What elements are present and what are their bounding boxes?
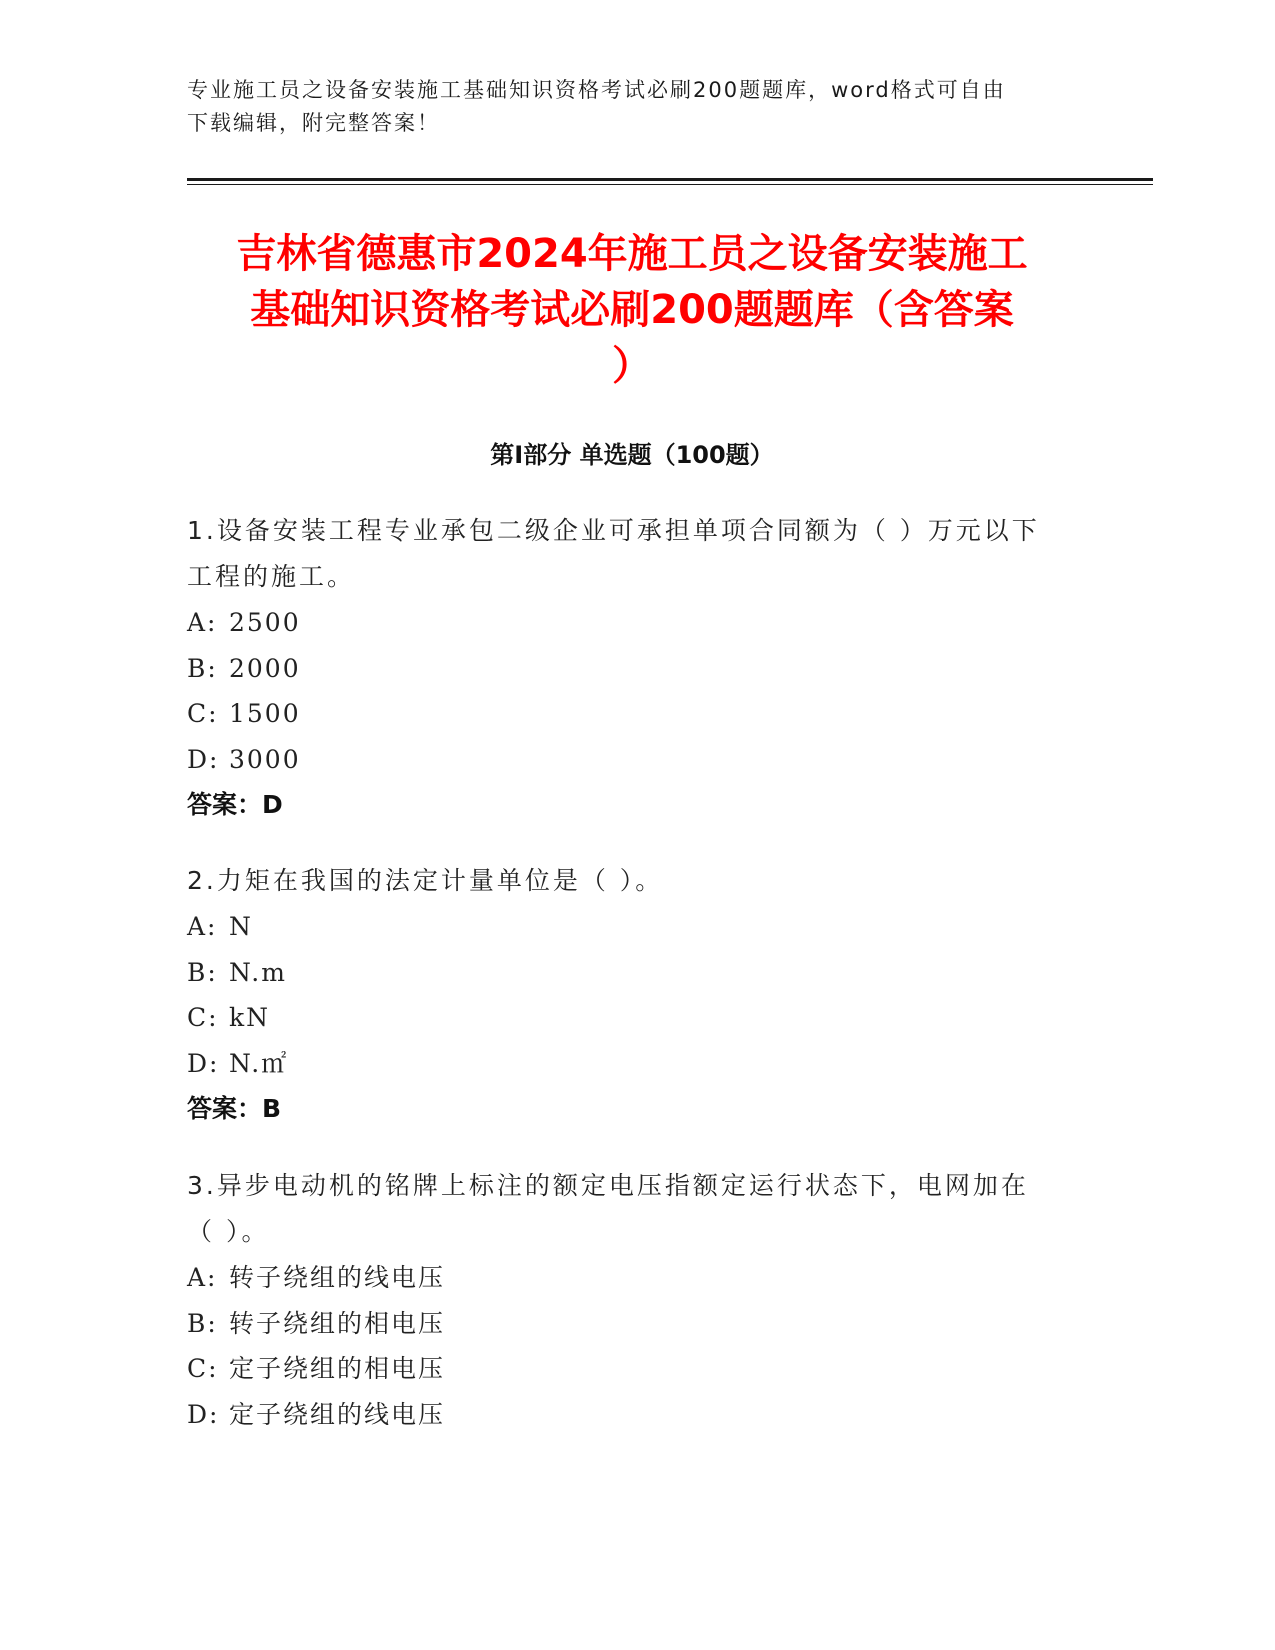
option-c [187,1346,1077,1392]
question-stem-continued: （ ）。 [187,1217,270,1246]
option-letter: C: [187,699,219,728]
question-stem: 1.设备安装工程专业承包二级企业可承担单项合同额为（ ）万元以下 [187,516,1040,545]
option-letter: B: [187,957,218,987]
header-divider-thick [187,178,1153,181]
option-c [187,691,1077,737]
answer-text: 答案：B [187,1094,282,1123]
option-letter: C: [187,1354,219,1383]
option-b [187,950,1077,996]
header-divider-thin [187,184,1153,185]
question-stem: 3.异步电动机的铭牌上标注的额定电压指额定运行状态下，电网加在 [187,1171,1029,1200]
option-text: 2000 [229,653,301,683]
question-1 [187,508,1077,828]
option-c [187,995,1077,1041]
option-letter: B: [187,653,218,683]
option-text: kN [229,1003,271,1032]
answer-text: 答案：D [187,790,283,819]
option-text: N [229,912,253,941]
option-text: 2500 [229,608,301,637]
option-text: N.m [229,957,287,987]
question-stem-continued: 工程的施工。 [187,562,356,591]
option-letter: A: [187,912,218,941]
option-text: 1500 [229,699,301,728]
option-text: 转子绕组的相电压 [229,1308,446,1338]
option-d [187,1392,1077,1438]
option-letter: D: [187,1399,220,1429]
section-heading: 第I部分 单选题（100题） [490,441,774,469]
option-letter: C: [187,1003,219,1032]
header-note-line1: 专业施工员之设备安装施工基础知识资格考试必刷200题题库，word格式可自由 [187,78,1006,102]
option-text: 定子绕组的线电压 [229,1399,446,1429]
option-text: 转子绕组的线电压 [229,1263,446,1292]
option-letter: A: [187,1263,218,1292]
title-line2: 基础知识资格考试必刷200题题库（含答案 [250,287,1014,333]
question-stem: 2.力矩在我国的法定计量单位是（ ）。 [187,866,664,895]
option-d [187,1041,1077,1087]
header-note [187,74,1087,140]
option-b [187,646,1077,692]
question-2 [187,858,1077,1132]
header-note-line2: 下载编辑，附完整答案！ [187,111,440,135]
option-d [187,737,1077,783]
title-line1: 吉林省德惠市2024年施工员之设备安装施工 [236,231,1028,277]
option-text: 定子绕组的相电压 [229,1354,446,1383]
option-letter: D: [187,744,220,774]
option-letter: D: [187,1048,220,1078]
document-title [187,226,1077,394]
title-line3: ） [612,343,652,389]
option-letter: A: [187,608,218,637]
option-text: 3000 [229,744,301,774]
question-3 [187,1163,1077,1437]
option-a [187,600,1077,646]
option-b [187,1301,1077,1347]
option-a [187,904,1077,950]
option-a [187,1255,1077,1301]
option-letter: B: [187,1308,218,1338]
option-text: N.㎡ [229,1048,289,1078]
